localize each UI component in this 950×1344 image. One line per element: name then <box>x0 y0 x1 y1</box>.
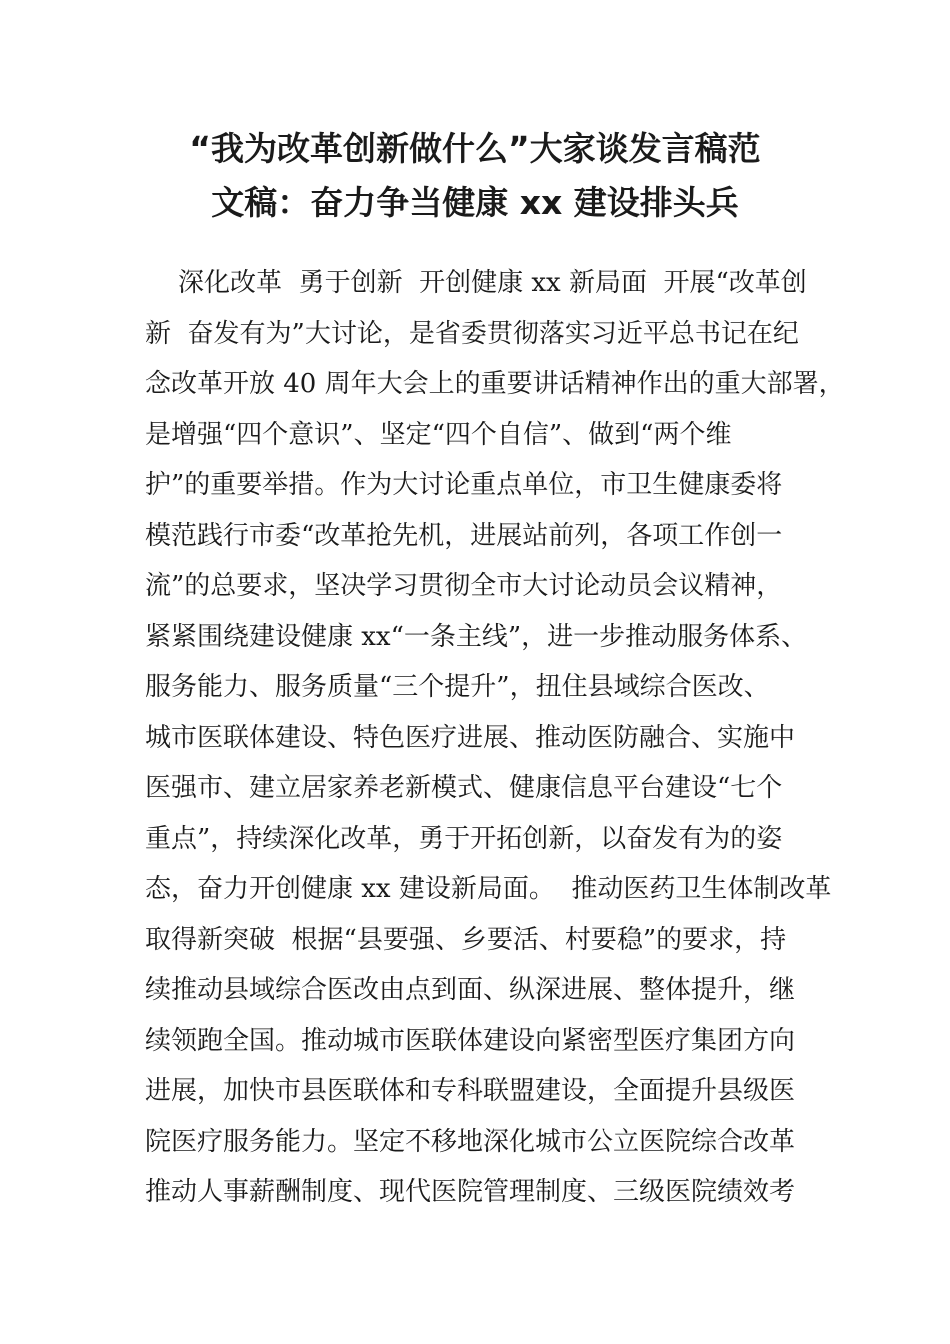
body-line: 进展，加快市县医联体和专科联盟建设，全面提升县级医 <box>145 1076 796 1106</box>
body-line: 推动人事薪酬制度、现代医院管理制度、三级医院绩效考 <box>145 1177 796 1207</box>
body-line: 新 奋发有为”大讨论，是省委贯彻落实习近平总书记在纪 <box>145 318 799 349</box>
title-line-2: 文稿：奋力争当健康 xx 建设排头兵 <box>211 183 739 222</box>
body-line: 护”的重要举措。作为大讨论重点单位，市卫生健康委将 <box>145 470 783 500</box>
body-line: 重点”，持续深化改革，勇于开拓创新，以奋发有为的姿 <box>145 823 783 854</box>
document-body <box>145 258 845 1218</box>
body-line: 续推动县域综合医改由点到面、纵深进展、整体提升，继 <box>145 975 796 1005</box>
document-title <box>120 122 830 230</box>
body-line: 院医疗服务能力。坚定不移地深化城市公立医院综合改革 <box>145 1126 796 1157</box>
body-line: 城市医联体建设、特色医疗进展、推动医防融合、实施中 <box>145 722 796 753</box>
body-line: 态，奋力开创健康 xx 建设新局面。 推动医药卫生体制改革 <box>145 874 832 904</box>
body-line: 服务能力、服务质量“三个提升”，扭住县域综合医改、 <box>145 672 770 702</box>
body-line: 模范践行市委“改革抢先机，进展站前列，各项工作创一 <box>145 520 783 551</box>
body-line: 念改革开放 40 周年大会上的重要讲话精神作出的重大部署， <box>145 369 845 399</box>
body-line: 流”的总要求，坚决学习贯彻全市大讨论动员会议精神， <box>145 571 783 601</box>
body-line: 是增强“四个意识”、坚定“四个自信”、做到“两个维 <box>145 419 732 450</box>
body-line: 取得新突破 根据“县要强、乡要活、村要稳”的要求，持 <box>145 924 787 955</box>
body-line: 深化改革 勇于创新 开创健康 xx 新局面 开展“改革创 <box>145 268 807 298</box>
body-line: 医强市、建立居家养老新模式、健康信息平台建设“七个 <box>145 773 783 803</box>
title-line-1: “我为改革创新做什么”大家谈发言稿范 <box>189 129 761 168</box>
body-line: 续领跑全国。推动城市医联体建设向紧密型医疗集团方向 <box>145 1025 796 1056</box>
body-line: 紧紧围绕建设健康 xx“一条主线”，进一步推动服务体系、 <box>145 621 808 652</box>
